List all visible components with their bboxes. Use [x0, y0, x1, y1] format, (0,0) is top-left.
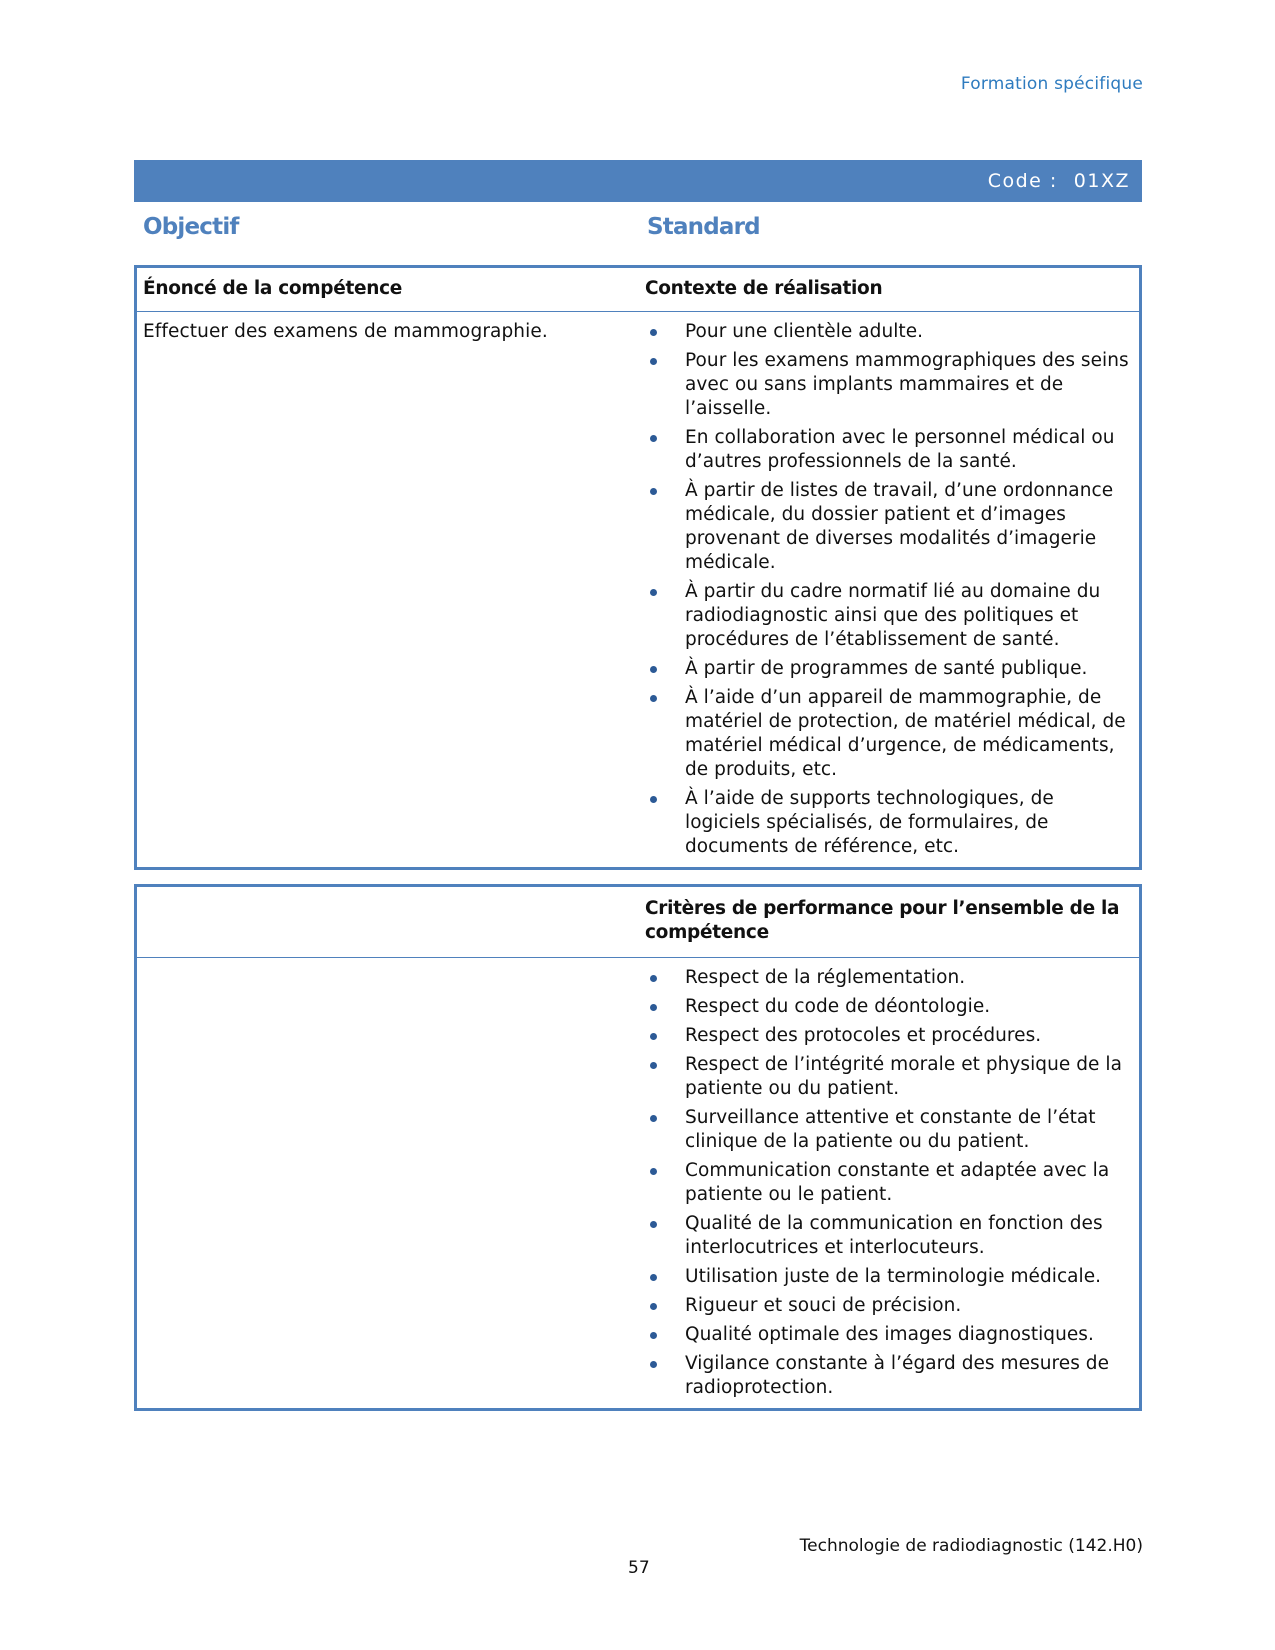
bullet-icon: [650, 1303, 657, 1310]
empty-header-cell: [137, 887, 637, 957]
table-body-row: [137, 312, 1139, 864]
section-title-objectif: Objectif: [143, 214, 239, 240]
list-item: [645, 787, 1129, 859]
code-banner: [134, 160, 1142, 202]
performance-table: [134, 884, 1142, 1411]
list-item-text: À l’aide d’un appareil de mammographie, de matériel de protection, de matériel médical, de matériel médical d’urgence, de médicaments, de produits, etc.: [685, 687, 1126, 780]
table-body-row: [137, 958, 1139, 1405]
list-item-text: Pour les examens mammographiques des seins avec ou sans implants mammaires et de l’aisselle.: [685, 350, 1129, 419]
table-header-row: [137, 887, 1139, 958]
bullet-icon: [650, 1168, 657, 1175]
list-item-text: Rigueur et souci de précision.: [685, 1295, 962, 1316]
list-item-text: Respect des protocoles et procédures.: [685, 1025, 1042, 1046]
criteres-header: Critères de performance pour l’ensemble de la compétence: [645, 898, 1120, 943]
bullet-icon: [650, 796, 657, 803]
list-item: [645, 1294, 1129, 1318]
bullet-icon: [650, 358, 657, 365]
list-item-text: À partir de programmes de santé publique.: [685, 658, 1088, 679]
criteres-list: [645, 958, 1129, 1400]
running-header: Formation spécifique: [960, 74, 1143, 94]
bullet-icon: [650, 1062, 657, 1069]
list-item-text: À partir de listes de travail, d’une ordonnance médicale, du dossier patient et d’images provenant de diverses modalités d’imagerie médicale.: [685, 480, 1114, 573]
bullet-icon: [650, 1115, 657, 1122]
empty-body-cell: [137, 958, 637, 1405]
list-item: [645, 580, 1129, 652]
code-value: 01XZ: [1073, 170, 1130, 192]
competence-table: [134, 265, 1142, 870]
list-item-text: Qualité optimale des images diagnostiques.: [685, 1324, 1094, 1345]
list-item-text: Qualité de la communication en fonction des interlocutrices et interlocuteurs.: [685, 1213, 1103, 1258]
section-titles: [134, 214, 1142, 254]
list-item-text: Respect du code de déontologie.: [685, 996, 991, 1017]
list-item-text: À partir du cadre normatif lié au domaine du radiodiagnostic ainsi que des politiques et procédures de l’établissement de santé.: [685, 581, 1101, 650]
list-item: [645, 1053, 1129, 1101]
list-item: [645, 1024, 1129, 1048]
list-item: [645, 1106, 1129, 1154]
bullet-icon: [650, 695, 657, 702]
table-header-row: [137, 268, 1139, 312]
list-item-text: En collaboration avec le personnel médical ou d’autres professionnels de la santé.: [685, 427, 1115, 472]
contexte-list: [645, 312, 1129, 859]
bullet-icon: [650, 975, 657, 982]
list-item-text: À l’aide de supports technologiques, de logiciels spécialisés, de formulaires, de documents de référence, etc.: [685, 788, 1054, 857]
page-number: 57: [628, 1558, 650, 1578]
enonce-header: Énoncé de la compétence: [143, 278, 403, 299]
list-item-text: Utilisation juste de la terminologie médicale.: [685, 1266, 1102, 1287]
list-item: [645, 1159, 1129, 1207]
bullet-icon: [650, 1033, 657, 1040]
bullet-icon: [650, 329, 657, 336]
list-item: [645, 1212, 1129, 1260]
list-item-text: Surveillance attentive et constante de l’état clinique de la patiente ou du patient.: [685, 1107, 1096, 1152]
enonce-text: Effectuer des examens de mammographie.: [143, 321, 548, 342]
list-item: [645, 686, 1129, 782]
list-item: [645, 426, 1129, 474]
list-item-text: Vigilance constante à l’égard des mesures de radioprotection.: [685, 1353, 1110, 1398]
list-item-text: Respect de l’intégrité morale et physique de la patiente ou du patient.: [685, 1054, 1122, 1099]
contexte-header: Contexte de réalisation: [645, 278, 883, 299]
list-item: [645, 1323, 1129, 1347]
bullet-icon: [650, 1004, 657, 1011]
bullet-icon: [650, 435, 657, 442]
list-item-text: Pour une clientèle adulte.: [685, 321, 924, 342]
list-item: [645, 657, 1129, 681]
contexte-cell: [637, 312, 1139, 864]
list-item: [645, 479, 1129, 575]
list-item: [645, 995, 1129, 1019]
bullet-icon: [650, 589, 657, 596]
code-label: Code :: [987, 170, 1058, 192]
list-item-text: Communication constante et adaptée avec la patiente ou le patient.: [685, 1160, 1110, 1205]
bullet-icon: [650, 1274, 657, 1281]
bullet-icon: [650, 1332, 657, 1339]
criteres-cell: [637, 958, 1139, 1405]
list-item: [645, 349, 1129, 421]
footer-program-title: Technologie de radiodiagnostic (142.H0): [799, 1536, 1143, 1556]
list-item: [645, 966, 1129, 990]
list-item: [645, 320, 1129, 344]
list-item: [645, 1265, 1129, 1289]
section-title-standard: Standard: [647, 214, 760, 240]
list-item: [645, 1352, 1129, 1400]
list-item-text: Respect de la réglementation.: [685, 967, 966, 988]
bullet-icon: [650, 1361, 657, 1368]
bullet-icon: [650, 488, 657, 495]
bullet-icon: [650, 1221, 657, 1228]
bullet-icon: [650, 666, 657, 673]
